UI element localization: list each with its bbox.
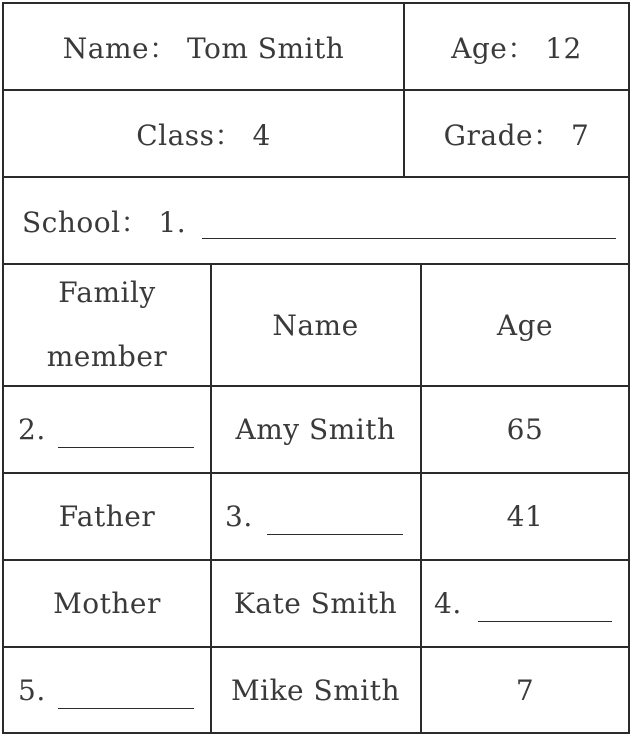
age-label: Age： 12 — [451, 31, 582, 65]
header-age — [422, 265, 628, 385]
grade-cell — [405, 91, 628, 176]
row4-name-cell — [211, 648, 420, 732]
border-bottom — [2, 732, 630, 734]
row3-name-cell — [211, 561, 420, 646]
blank-number: 3. — [225, 500, 253, 533]
row4-age-cell — [422, 648, 628, 732]
age-blank[interactable] — [478, 591, 612, 622]
header-name — [211, 265, 420, 385]
member-age: 65 — [506, 413, 544, 446]
name-label: Name： Tom Smith — [62, 31, 345, 65]
row2-name-cell — [211, 474, 420, 559]
header-family-line2: member — [46, 340, 168, 373]
school-blank[interactable] — [202, 208, 616, 239]
school-cell — [4, 178, 628, 263]
member-relation: Mother — [53, 587, 161, 620]
member-name: Amy Smith — [235, 413, 396, 446]
header-family-member — [4, 265, 210, 385]
row1-age-cell — [422, 387, 628, 472]
row2-member-cell — [4, 474, 210, 559]
class-label: Class： 4 — [136, 118, 271, 152]
grade-label: Grade： 7 — [443, 118, 590, 152]
school-label: School： 1. — [22, 205, 187, 239]
member-blank[interactable] — [58, 678, 194, 709]
member-age: 7 — [515, 673, 535, 707]
blank-number: 4. — [434, 587, 462, 620]
member-name: Mike Smith — [230, 673, 401, 707]
header-name-label: Name — [272, 308, 359, 342]
row1-name-cell — [211, 387, 420, 472]
member-relation: Father — [58, 500, 156, 533]
blank-number: 5. — [18, 673, 46, 707]
border-right — [628, 2, 630, 734]
member-blank[interactable] — [58, 417, 194, 448]
name-blank[interactable] — [267, 504, 403, 535]
header-family-line1: Family — [58, 276, 156, 309]
member-name: Kate Smith — [233, 587, 398, 620]
row1-member-cell — [4, 387, 210, 472]
class-cell — [4, 91, 403, 176]
row3-age-cell — [422, 561, 628, 646]
row2-age-cell — [422, 474, 628, 559]
name-cell — [4, 4, 403, 89]
row3-member-cell — [4, 561, 210, 646]
row4-member-cell — [4, 648, 210, 732]
blank-number: 2. — [18, 413, 46, 446]
member-age: 41 — [506, 500, 544, 533]
header-age-label: Age — [496, 308, 554, 342]
age-cell — [405, 4, 628, 89]
